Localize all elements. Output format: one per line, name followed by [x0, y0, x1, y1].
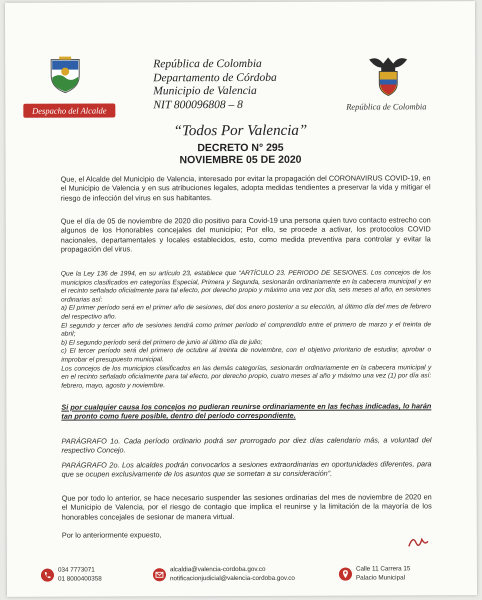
slogan: “Todos Por Valencia”: [173, 122, 308, 140]
republica-right-label: República de Colombia: [346, 101, 427, 112]
paragrafo-2: PARÁGRAFO 2o. Los alcaldes podrán convocarlos a sesiones extraordinarias en oportunidades diferentes, para que se ocupen exclusivamente de los asuntos que se sometan a su consideración”.: [61, 459, 432, 480]
despacho-label: Despacho del Alcalde: [23, 103, 115, 117]
ley-item-d: Los concejos de los municipios clasificados en las demás categorías, sesionarán ordinariamente en la cabecera municipal y en el recinto señalado oficialmente para tal efecto, por derecho propio, cuatro meses al año y máximo una vez (1) por día así: febrero, mayo, agosto y noviembre.: [61, 363, 432, 390]
departamento-line: Departamento de Córdoba: [153, 71, 277, 84]
footer-contacts: [41, 561, 441, 590]
colombia-eagle-icon: [367, 53, 409, 97]
decree-date: NOVIEMBRE 05 DE 2020: [179, 153, 302, 167]
phone-icon: [41, 569, 54, 582]
email-1: alcaldia@valencia-cordoba.gov.co: [169, 565, 266, 574]
paragraph-expuesto: Por lo anteriormente expuesto,: [61, 530, 162, 540]
ley-intro: Que la Ley 136 de 1994, en su artículo 23, establece que “ARTÍCULO 23. PERIODO DE SESIONES. Los concejos de los municipios clasificados en categorías Especial, Primera y Segunda, sesionarán ordinariamente en la cabecera municipal y en el recinto señalado oficialmente para tal efecto, por derecho propio y máximo una vez por día, seis meses al año, en sesiones ordinarias así:: [60, 269, 431, 304]
mail-icon: [153, 568, 166, 581]
paragraph-fechas: Si por cualquier causa los concejos no pudieran reunirse ordinariamente en las fechas indicadas, lo harán tan pronto como fuere posible, dentro del período correspondiente.: [61, 401, 432, 422]
ley-item-b: b) El segundo período será del primero de junio al último día de julio;: [61, 338, 263, 347]
paragrafo-1: PARÁGRAFO 1o. Cada período ordinario podrá ser prorrogado por diez días calendario más, a voluntad del respectivo Concejo.: [61, 435, 432, 456]
address-1: Calle 11 Carrera 15: [355, 565, 411, 573]
header-institution: [153, 58, 313, 113]
decree-number: DECRETO N° 295: [197, 141, 284, 155]
nit-line: NIT 800096808 – 8: [153, 98, 243, 111]
decree-heading: [5, 141, 475, 167]
ley-item-a2: El segundo y tercer año de sesiones tendrá como primer período el comprendido entre el primero de marzo y el treinta de abril;: [61, 320, 432, 338]
ley-item-c: c) El tercer período será del primero de octubre al treinta de noviembre, con el objetivo prioritario de estudiar, aprobar o improbar el presupuesto municipal.: [61, 346, 432, 364]
location-icon: [339, 568, 352, 581]
municipio-line: Municipio de Valencia: [153, 84, 257, 98]
phone-2: 01 8000400358: [57, 574, 102, 583]
paragraph-ley-136: [61, 269, 431, 391]
paragraph-suspension: Que por todo lo anterior, se hace necesario suspender las sesiones ordinarias del mes de noviembre de 2020 en el Municipio de Valencia, por el riesgo de contagio que implica el reunirse y la limitación de la mayoría de los honorables concejales de sesionar de manera virtual.: [61, 492, 432, 522]
signature-mark-icon: [407, 533, 429, 549]
phone-1: 034 7773071: [57, 566, 95, 574]
ley-item-a: a) El primer período será en el primer año de sesiones, del dos enero posterior a su elección, al último día del mes de febrero del respectivo año.: [61, 303, 432, 321]
paragraph-1: Que, el Alcalde del Municipio de Valencia, interesado por evitar la propagación del CORONAVIRUS COVID-19, en el Municipio de Valencia y en sus atribuciones legales, adopta medidas tendientes a preservar la vida y mitigar el riesgo de infección del virus en sus habitantes.: [60, 173, 431, 203]
address-2: Palacio Municipal: [355, 573, 406, 582]
email-2: notificacionjudicial@valencia-cordoba.gov.co: [169, 574, 295, 582]
municipal-shield-icon: [49, 56, 81, 94]
republica-line: República de Colombia: [153, 57, 262, 71]
decree-document: [5, 1, 477, 597]
paragraph-2: Que el día de 05 de noviembre de 2020 dio positivo para Covid-19 una persona quien tuvo contacto estrecho con algunos de los Honorables concejales del municipio; Por ello, se procede a activar, los protocolos COVID nacionales, departamentales y locales establecidos, esto, como medida preventiva para controlar y evitar la propagación del virus.: [60, 215, 431, 254]
